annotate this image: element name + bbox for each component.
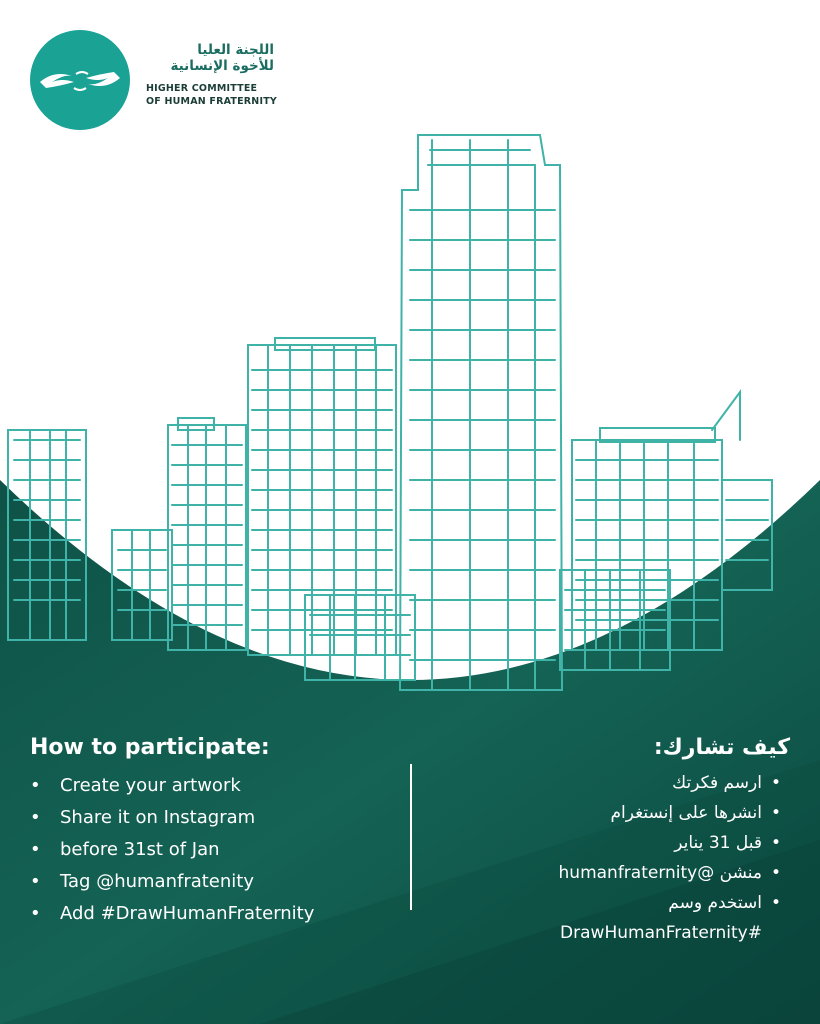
bullet-icon: • <box>770 803 782 823</box>
bullet-icon: • <box>30 839 41 860</box>
arabic-step: •انشرها على إنستغرام <box>460 798 790 828</box>
english-instructions <box>30 735 314 930</box>
org-name-arabic-line2: للأخوة الإنسانية <box>170 58 274 74</box>
english-step: • Add #DrawHumanFraternity <box>30 898 314 930</box>
arabic-step: •ارسم فكرتك <box>460 768 790 798</box>
arabic-step: •منشن @humanfraternity <box>460 858 790 888</box>
org-logo <box>30 30 130 130</box>
english-step: • Tag @humanfratenity <box>30 866 314 898</box>
english-step: • Create your artwork <box>30 770 314 802</box>
english-step: • before 31st of Jan <box>30 834 314 866</box>
english-step: • Share it on Instagram <box>30 802 314 834</box>
bullet-icon: • <box>770 773 782 793</box>
bullet-icon: • <box>30 903 41 924</box>
arabic-step: •قبل 31 يناير <box>460 828 790 858</box>
org-name-arabic-line1: اللجنة العليا <box>197 42 274 58</box>
arabic-step: •استخدم وسم DrawHumanFraternity# <box>460 888 790 948</box>
bullet-icon: • <box>770 833 782 853</box>
arabic-hashtag: DrawHumanFraternity# <box>560 923 762 943</box>
org-name-english-line2: OF HUMAN FRATERNITY <box>146 96 277 107</box>
org-name-english-line1: HIGHER COMMITTEE <box>146 83 258 94</box>
bullet-icon: • <box>30 775 41 796</box>
arabic-steps-list <box>460 768 790 948</box>
org-name <box>146 42 286 108</box>
arabic-instructions <box>460 735 790 948</box>
bullet-icon: • <box>30 871 41 892</box>
bullet-icon: • <box>770 863 782 883</box>
column-divider <box>410 764 412 910</box>
bullet-icon: • <box>770 893 782 913</box>
arabic-heading: كيف تشارك: <box>653 735 790 760</box>
bullet-icon: • <box>30 807 41 828</box>
hands-icon <box>30 30 130 130</box>
english-steps-list <box>30 770 314 930</box>
english-heading: How to participate: <box>30 735 270 760</box>
